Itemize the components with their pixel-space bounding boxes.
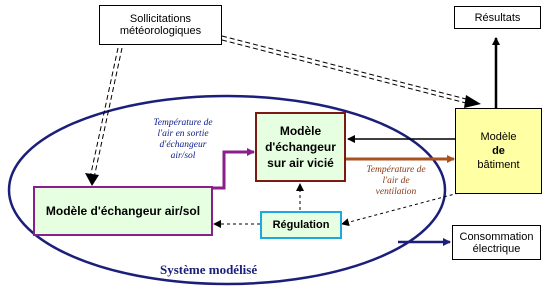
consumption-line1: Consommation [459, 230, 534, 243]
exhaust-exchanger-box [255, 112, 346, 182]
system-label: Système modélisé [160, 262, 258, 277]
building-line3: bâtiment [477, 159, 520, 171]
building-box [455, 108, 542, 194]
building-line2: de [492, 145, 505, 157]
ventilation-temperature-line1: Température de [366, 165, 426, 175]
consumption-line2: électrique [472, 242, 521, 255]
weather-box [99, 5, 222, 45]
weather-label-line1: Sollicitations [129, 13, 192, 25]
ground-exchanger-label: Modèle d'échangeur air/sol [45, 204, 201, 218]
outlet-temperature-line2: l'air en sortie [157, 129, 209, 139]
exhaust-exchanger-line1: Modèle [279, 124, 322, 138]
outlet-temperature-line4: air/sol [170, 151, 196, 161]
results-box [454, 6, 541, 29]
building-line1: Modèle [480, 131, 517, 143]
ventilation-temperature-note [346, 165, 446, 198]
outlet-temperature-line3: d'échangeur [159, 140, 207, 150]
outlet-temperature-line1: Température de [153, 118, 213, 128]
weather-label-line2: météorologiques [119, 25, 202, 37]
ventilation-temperature-line2: l'air de [382, 176, 410, 186]
results-label: Résultats [474, 11, 521, 24]
ventilation-temperature-line3: ventilation [375, 187, 417, 197]
exhaust-exchanger-line2: d'échangeur [265, 140, 336, 154]
consumption-box [452, 225, 541, 260]
regulation-label: Régulation [272, 219, 330, 231]
outlet-temperature-note [133, 118, 233, 162]
ground-exchanger-box [33, 186, 213, 236]
regulation-box [260, 211, 342, 239]
exhaust-exchanger-line3: sur air vicié [267, 156, 334, 170]
